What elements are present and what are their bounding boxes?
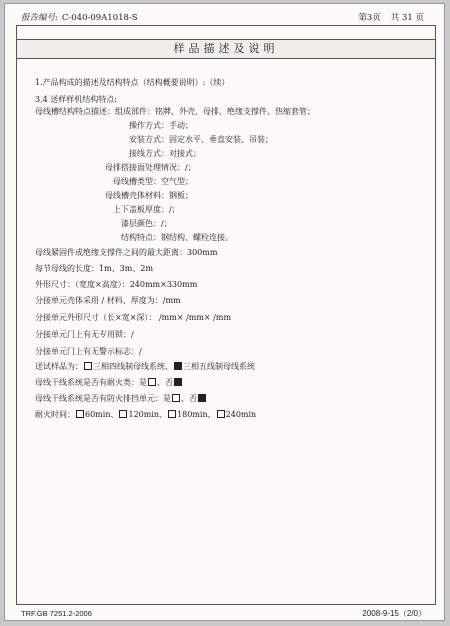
fire-time-240: 240min (225, 410, 257, 419)
content-frame (16, 25, 436, 605)
footer-date: 2008-9-15（2/0） (362, 609, 426, 618)
fire-barrier-no: 、否 (181, 394, 197, 403)
section-1-heading: 1.产品构成的描述及结构特点（结构概要说明）:（续） (35, 78, 230, 87)
fire-time-180: 180min、 (177, 410, 216, 419)
fire-time-120: 120min、 (128, 410, 168, 419)
fire-time-line (35, 410, 256, 420)
checkbox-checked (174, 362, 182, 370)
checkbox-empty (172, 394, 180, 402)
components-line: 母线槽结构特点描述：组成部件：铭牌、外壳、母排、绝缘支撑件、热缩套管； (35, 107, 315, 116)
fire-barrier-line (35, 394, 207, 404)
operation-line: 操作方式：手动； (129, 121, 193, 130)
section-title: 样品描述及说明 (17, 39, 435, 59)
report-number-value: C-040-09A1018-S (61, 13, 138, 23)
sample-option-5wire: 三相五线制母线系统 (183, 362, 255, 371)
unit-size-line: 分接单元外形尺寸（长×宽×深）： /mm× /mm× /mm (35, 313, 232, 322)
shell-line: 母线槽壳体材料：钢板； (105, 191, 193, 200)
sample-type-label: 送试样品为： (35, 362, 83, 371)
fire-time-60: 60min、 (85, 410, 119, 419)
fire-time-label: 耐火时间： (35, 410, 75, 419)
lock-line: 分接单元门上有无专用锁：/ (35, 330, 134, 339)
checkbox-empty (148, 378, 156, 386)
connect-line: 接线方式：对接式； (129, 149, 201, 158)
checkbox-empty (217, 410, 225, 418)
surface-line: 母排搭接面处理情况：/； (105, 163, 196, 172)
install-line: 安装方式：固定水平、垂直安装、吊装； (129, 135, 273, 144)
checkbox-empty (84, 362, 92, 370)
checkbox-empty (76, 410, 84, 418)
cover-line: 上下盖板厚度：/； (113, 205, 180, 214)
size-line: 外形尺寸：（宽度×高度）：240mm×330mm (35, 280, 198, 289)
fire-class-label: 母线干线系统是否有耐火类：是 (35, 378, 147, 387)
page-indicator (348, 11, 424, 23)
checkbox-empty (168, 410, 176, 418)
length-line: 每节母线的长度：1m、3m、2m (35, 264, 154, 273)
checkbox-empty (119, 410, 127, 418)
fire-class-line (35, 378, 183, 388)
unit-shell-line: 分接单元壳体采用 / 材料、厚度为：/mm (35, 296, 181, 305)
sample-type-line (35, 362, 255, 372)
report-number-label: 报告编号: (21, 13, 58, 23)
checkbox-checked (198, 394, 206, 402)
type-line: 母线槽类型：空气型； (113, 177, 193, 186)
page-total: 共 31 页 (390, 13, 424, 23)
section-3-4-heading: 3.4 送样样机结构特点: (35, 95, 117, 104)
sample-option-4wire: 三相四线制母线系统、 (93, 362, 173, 371)
distance-line: 母线紧固件或绝缘支撑件之间的最大距离：300mm (35, 248, 218, 257)
struct-line: 结构特点：钢结构、螺栓连接。 (121, 233, 233, 242)
fire-class-no: 、否 (157, 378, 173, 387)
checkbox-checked (174, 378, 182, 386)
description-body (17, 26, 435, 604)
fire-barrier-label: 母线干线系统是否有防火排挡单元：是 (35, 394, 171, 403)
report-number (21, 11, 138, 23)
paint-line: 漆层颜色：/； (121, 219, 172, 228)
footer-standard: TRF.GB 7251.2-2006 (21, 609, 92, 618)
report-page (4, 3, 445, 621)
page-number: 第3页 (358, 13, 381, 23)
warn-line: 分接单元门上有无警示标志：/ (35, 347, 142, 356)
